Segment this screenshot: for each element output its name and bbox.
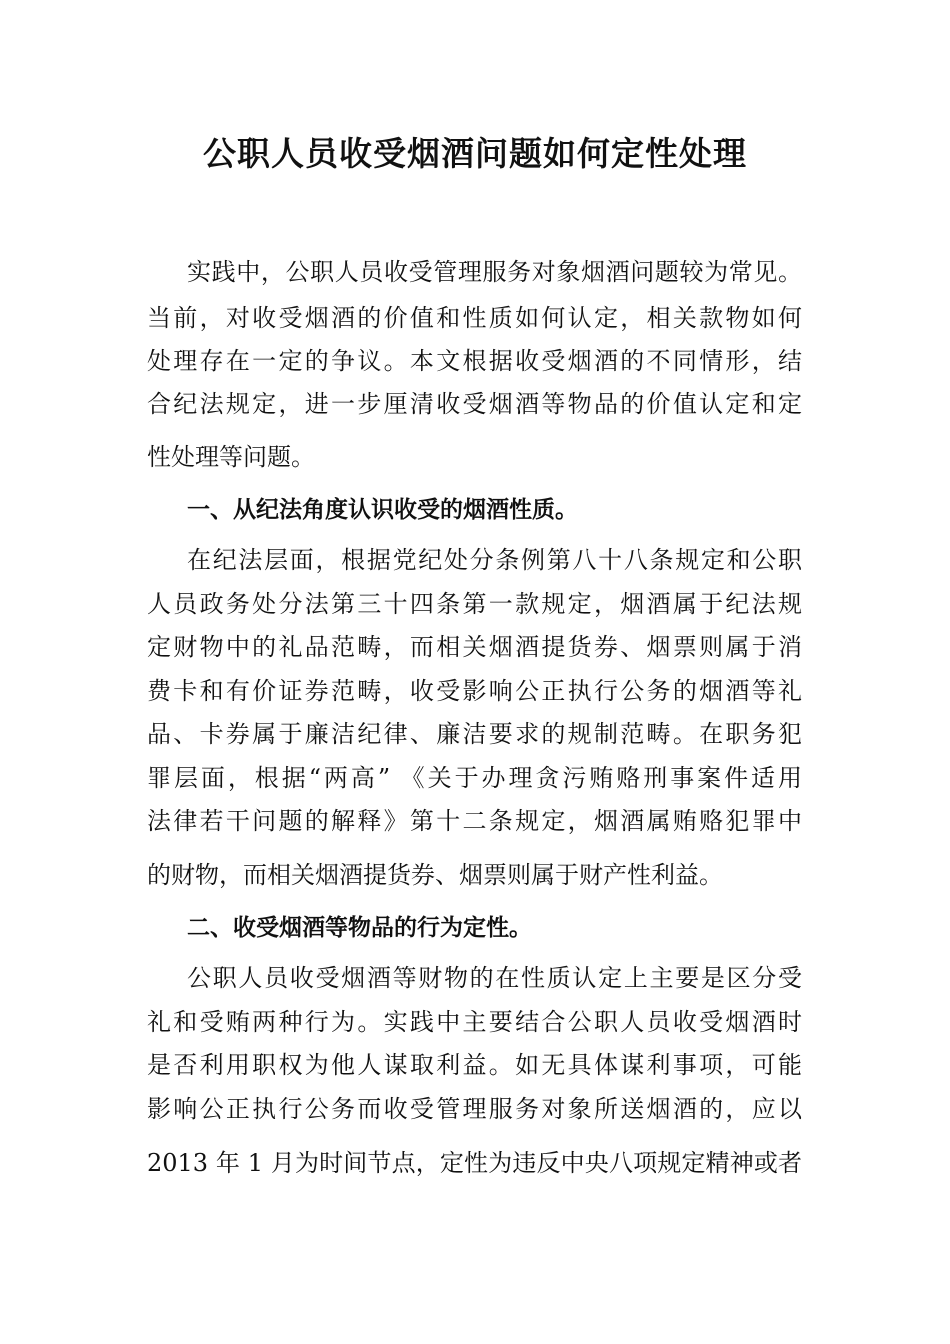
- intro-line: 实践中，公职人员收受管理服务对象烟酒问题较为常见。: [187, 258, 802, 286]
- section-heading: 二、收受烟酒等物品的行为定性。: [187, 915, 532, 941]
- section-line: 的财物，而相关烟酒提货券、烟票则属于财产性利益。: [147, 861, 723, 889]
- section-line: 罪层面，根据“两高” 《关于办理贪污贿赂刑事案件适用: [147, 764, 802, 792]
- section-line: 品、卡券属于廉洁纪律、廉洁要求的规制范畴。在职务犯: [147, 720, 802, 748]
- section-line: 是否利用职权为他人谋取利益。如无具体谋利事项，可能: [147, 1051, 802, 1079]
- intro-line: 当前，对收受烟酒的价值和性质如何认定，相关款物如何: [147, 304, 802, 332]
- section-line: 费卡和有价证券范畴，收受影响公正执行公务的烟酒等礼: [147, 677, 802, 705]
- document-title: 公职人员收受烟酒问题如何定性处理: [203, 134, 747, 173]
- intro-line: 性处理等问题。: [147, 443, 315, 471]
- section-heading: 一、从纪法角度认识收受的烟酒性质。: [187, 497, 578, 523]
- intro-line: 处理存在一定的争议。本文根据收受烟酒的不同情形，结: [147, 347, 802, 375]
- section-line: 人员政务处分法第三十四条第一款规定，烟酒属于纪法规: [147, 590, 802, 618]
- intro-line: 合纪法规定，进一步厘清收受烟酒等物品的价值认定和定: [147, 390, 802, 418]
- section-line: 公职人员收受烟酒等财物的在性质认定上主要是区分受: [187, 964, 802, 992]
- section-line: 礼和受贿两种行为。实践中主要结合公职人员收受烟酒时: [147, 1008, 802, 1036]
- section-line: 法律若干问题的解释》第十二条规定，烟酒属贿赂犯罪中: [147, 807, 802, 835]
- section-line: 定财物中的礼品范畴，而相关烟酒提货券、烟票则属于消: [147, 633, 802, 661]
- section-line: 影响公正执行公务而收受管理服务对象所送烟酒的，应以: [147, 1095, 802, 1123]
- section-line: 2013 年 1 月为时间节点，定性为违反中央八项规定精神或者: [147, 1149, 802, 1177]
- section-line: 在纪法层面，根据党纪处分条例第八十八条规定和公职: [187, 546, 802, 574]
